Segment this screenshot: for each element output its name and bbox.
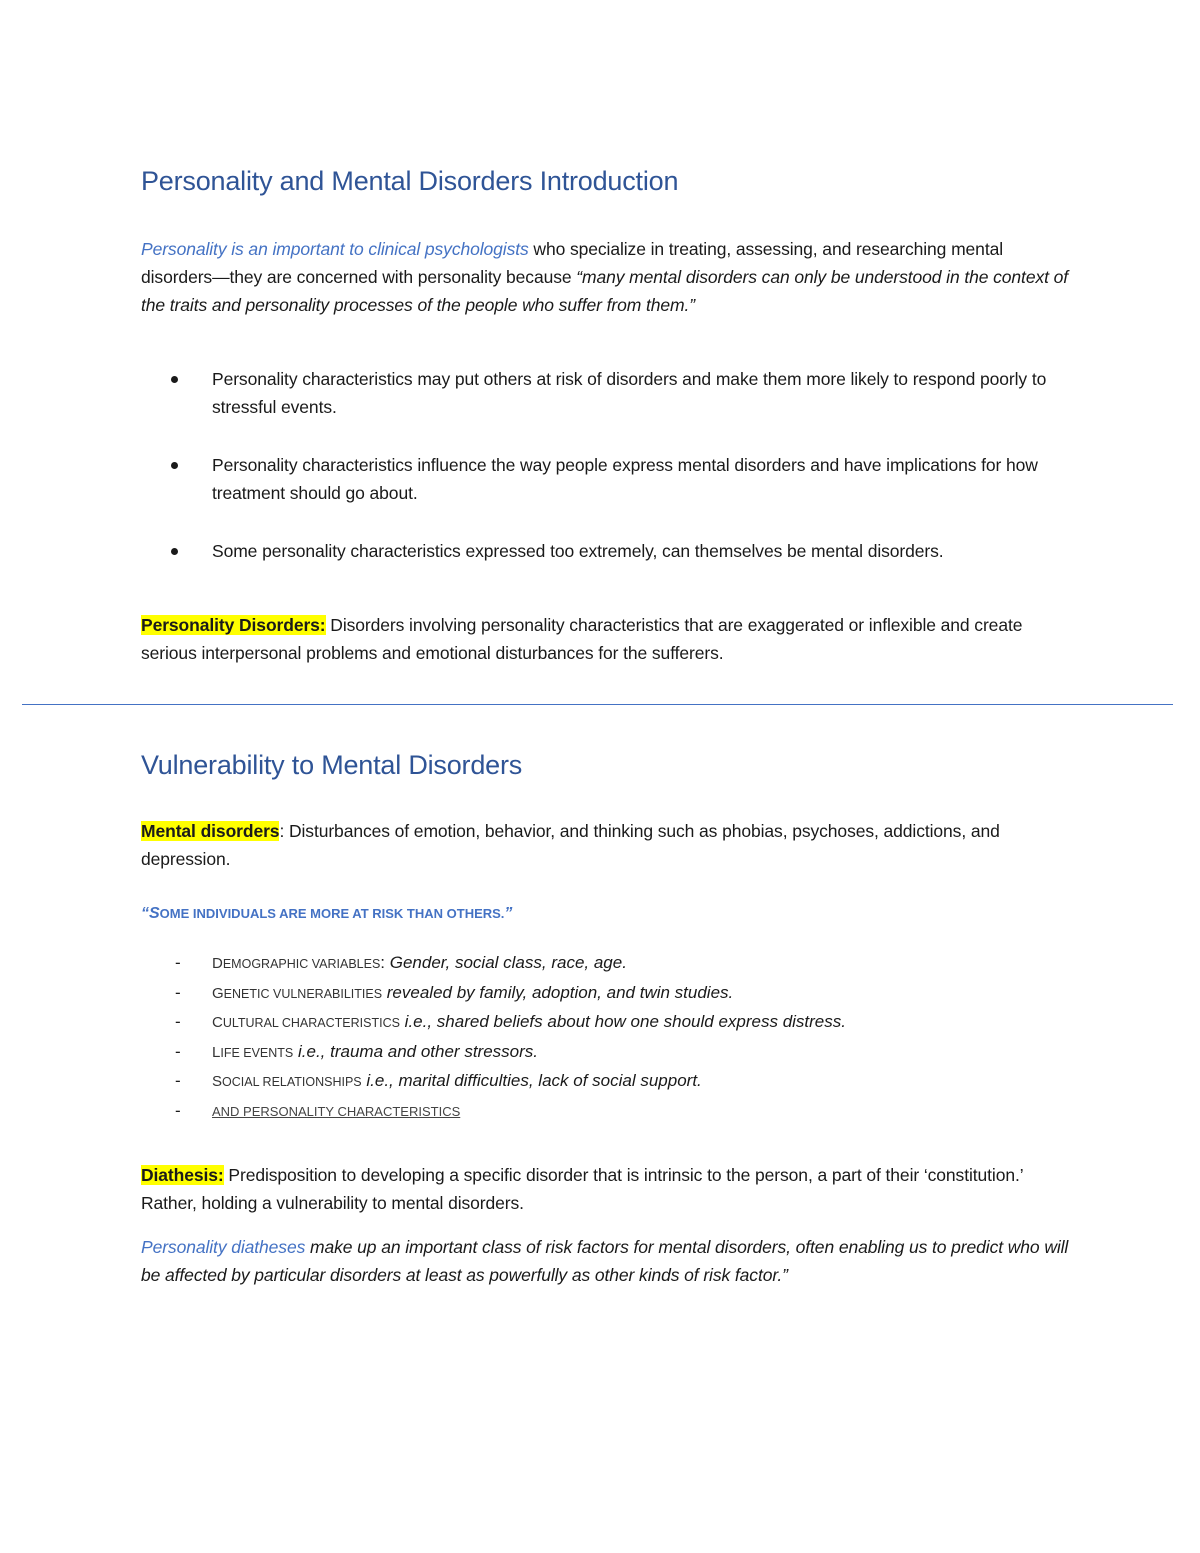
factor-lead: G [212,984,224,1002]
list-item [171,1097,846,1127]
diathesis-text: Predisposition to developing a specific disorder that is intrinsic to the person, a part of their ‘constitution.’ Rather, holding a vulnerability to mental disorders. [141,1165,1023,1213]
dash-marker: - [175,1071,181,1090]
factor-name: IFE EVENTS [220,1045,294,1060]
bullet-list [171,365,1051,565]
dash-marker: - [175,953,181,972]
diathesis-term: Diathesis: [141,1165,224,1185]
intro-rest: who specialize in treating, assessing, and researching mental disorders—they are concerned with personality because [141,239,1003,287]
heading-personality-mental-disorders: Personality and Mental Disorders Introduction [141,166,679,196]
risk-quote-heading [141,905,512,923]
list-item [171,1067,846,1097]
factor-detail: Gender, social class, race, age. [385,953,627,972]
list-item [171,451,1051,507]
personality-disorders-term: Personality Disorders: [141,615,326,635]
factor-name: OCIAL RELATIONSHIPS [222,1075,362,1089]
personality-diatheses-lead: Personality diatheses [141,1237,306,1257]
quote-close: ” [504,905,513,922]
personality-diatheses-paragraph [141,1233,1076,1289]
list-item [171,979,846,1009]
factor-lead: L [212,1043,221,1061]
list-item [171,949,846,979]
bullet-icon [171,462,178,469]
list-item [171,1038,846,1068]
dash-marker: - [175,1100,181,1120]
factor-name: ULTURAL CHARACTERISTICS [222,1016,400,1030]
bullet-icon [171,548,178,555]
risk-factor-list [171,949,846,1126]
dash-marker: - [175,982,181,1002]
dash-marker: - [175,1041,181,1061]
factor-sep: : [380,953,386,972]
personality-disorders-text: Disorders involving personality characteristics that are exaggerated or inflexible and create serious interpersonal problems and emotional disturbances for the sufferers. [141,615,1023,663]
factor-personality-characteristics: AND PERSONALITY CHARACTERISTICS [212,1103,461,1119]
factor-name: EMOGRAPHIC VARIABLES [222,957,381,971]
list-item [171,365,1051,421]
factor-name: ENETIC VULNERABILITIES [223,986,383,1001]
mental-disorders-term: Mental disorders [141,821,280,841]
bullet-icon [171,376,178,383]
factor-detail: revealed by family, adoption, and twin studies. [382,982,734,1002]
section-divider [22,704,1173,705]
factor-detail: i.e., trauma and other stressors. [293,1041,538,1061]
quote-open: “S [141,905,160,922]
quote-caps: OME INDIVIDUALS ARE MORE AT RISK THAN OTHERS. [159,906,505,921]
diathesis-definition [141,1161,1076,1217]
bullet-text: Some personality characteristics expressed too extremely, can themselves be mental disorders. [212,541,944,561]
personality-disorders-definition [141,611,1076,667]
mental-disorders-text: : Disturbances of emotion, behavior, and thinking such as phobias, psychoses, addictions, and depression. [141,821,1000,869]
factor-lead: S [212,1073,223,1090]
factor-detail: i.e., shared beliefs about how one should express distress. [399,1012,846,1031]
personality-diatheses-text: make up an important class of risk factors for mental disorders, often enabling us to predict who will be affected by particular disorders at least as powerfully as other kinds of risk factor.” [141,1237,1069,1285]
heading-vulnerability: Vulnerability to Mental Disorders [141,750,523,780]
intro-paragraph [141,235,1076,319]
intro-lead: Personality is an important to clinical psychologists [141,239,529,259]
list-item [171,537,1051,565]
list-item [171,1008,846,1038]
factor-detail: i.e., marital difficulties, lack of social support. [361,1071,702,1090]
intro-quote: “many mental disorders can only be understood in the context of the traits and personality processes of the people who suffer from them.” [141,267,1069,315]
factor-lead: C [212,1014,223,1031]
bullet-text: Personality characteristics influence the way people express mental disorders and have implications for how treatment should go about. [212,455,1038,503]
factor-lead: D [212,955,223,972]
mental-disorders-definition [141,817,1076,873]
dash-marker: - [175,1012,181,1031]
bullet-text: Personality characteristics may put others at risk of disorders and make them more likely to respond poorly to stressful events. [212,369,1047,417]
